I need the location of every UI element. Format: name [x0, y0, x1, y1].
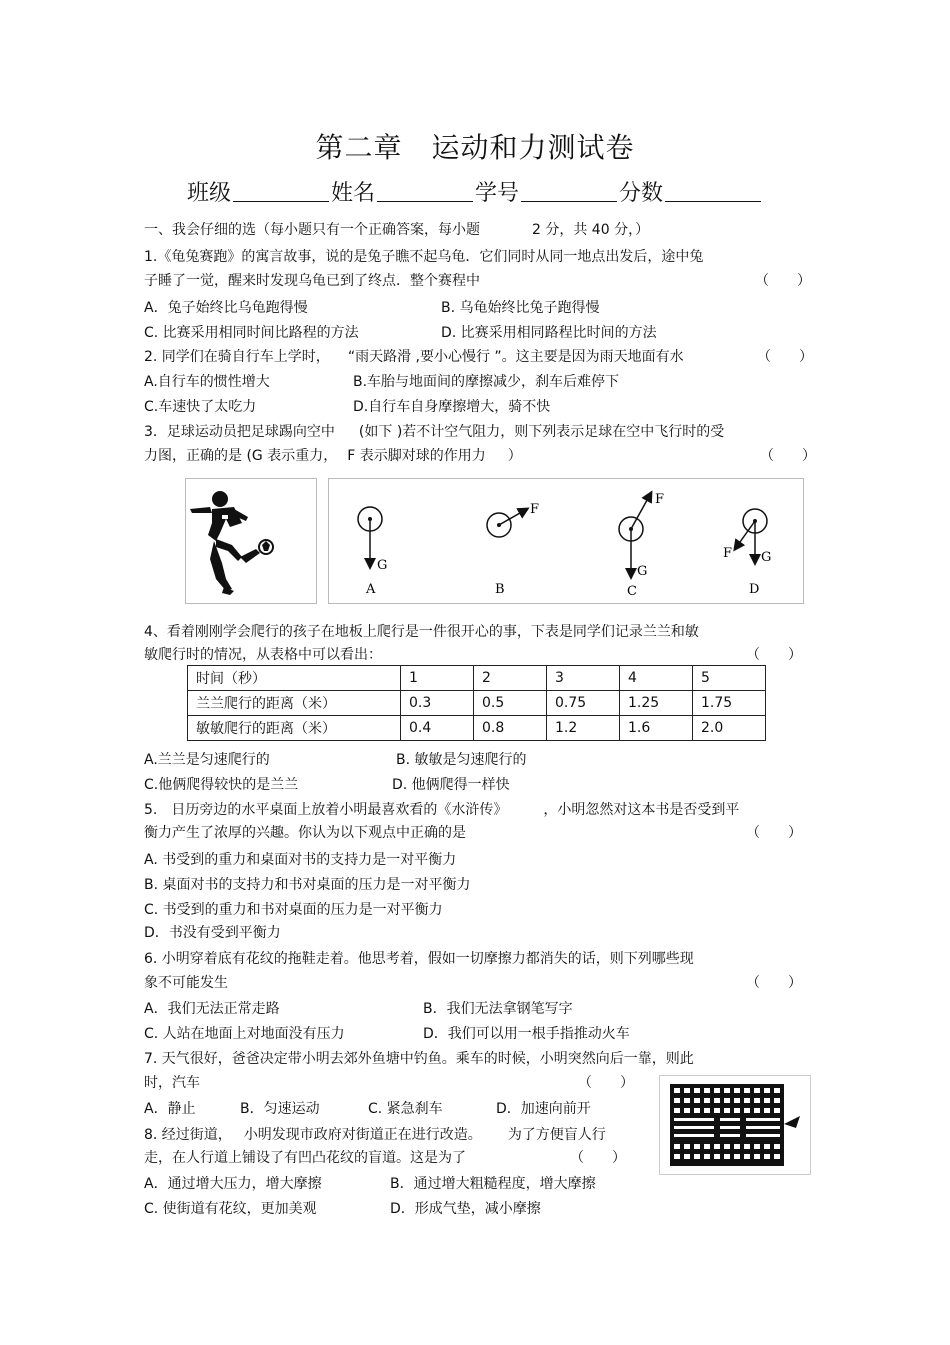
q5-answer-paren[interactable]: （ ）: [746, 825, 802, 841]
force-diagram-d[interactable]: [723, 509, 771, 597]
q2-option-c[interactable]: C.车速快了太吃力: [144, 399, 257, 415]
q4-answer-paren[interactable]: （ ）: [746, 647, 802, 663]
soccer-kicker-icon: [186, 479, 316, 603]
q1-option-c[interactable]: C. 比赛采用相同时间比路程的方法: [144, 325, 359, 341]
q8-option-c[interactable]: C. 使街道有花纹，更加美观: [144, 1201, 317, 1217]
class-blank[interactable]: [233, 179, 329, 202]
name-blank[interactable]: [377, 179, 473, 202]
q1-line2: 子睡了一觉，醒来时发现乌龟已到了终点．整个赛程中: [144, 273, 480, 289]
q6-option-b[interactable]: B．我们无法拿钢笔写字: [423, 1001, 573, 1017]
q7-line1: 7. 天气很好，爸爸决定带小明去郊外鱼塘中钓鱼。乘车的时候，小明突然向后一靠，则此: [144, 1051, 694, 1067]
score-blank[interactable]: [665, 179, 761, 202]
table-cell: 1.25: [620, 691, 693, 716]
table-cell: 0.8: [474, 716, 547, 741]
q3-answer-paren[interactable]: （ ）: [760, 448, 816, 464]
q6-line1: 6. 小明穿着底有花纹的拖鞋走着。他思考着，假如一切摩擦力都消失的话，则下列哪些现: [144, 951, 694, 967]
q2-option-d[interactable]: D.自行车自身摩擦增大，骑不快: [353, 399, 551, 415]
force-diagram-b[interactable]: [487, 502, 539, 597]
q7-option-b[interactable]: B．匀速运动: [240, 1101, 320, 1117]
q7-option-c[interactable]: C. 紧急刹车: [368, 1101, 443, 1117]
table-header-cell: 4: [620, 666, 693, 691]
table-cell: 0.3: [401, 691, 474, 716]
q4-option-c[interactable]: C.他俩爬得较快的是兰兰: [144, 777, 299, 793]
q2-option-a[interactable]: A.自行车的惯性增大: [144, 374, 270, 390]
diagram-label-d: D: [749, 582, 760, 597]
q1-option-a[interactable]: A．兔子始终比乌龟跑得慢: [144, 300, 308, 316]
q8-option-b[interactable]: B．通过增大粗糙程度，增大摩擦: [390, 1176, 596, 1192]
q7-answer-paren[interactable]: （ ）: [578, 1075, 634, 1091]
section-heading: 一、我会仔细的选（每小题只有一个正确答案，每小题 2 分，共 40 分，）: [144, 222, 650, 238]
force-label-f: F: [530, 502, 540, 517]
q1-answer-paren[interactable]: （ ）: [755, 273, 811, 289]
field-label-score: 分数: [619, 181, 664, 206]
page-title: 第二章 运动和力测试卷: [315, 131, 635, 164]
table-cell: 敏敏爬行的距离（米）: [188, 716, 401, 741]
table-header-cell: 3: [547, 666, 620, 691]
table-header-cell: 时间（秒）: [188, 666, 401, 691]
field-label-class: 班级: [186, 181, 231, 206]
table-cell: 2.0: [693, 716, 766, 741]
q8-option-d[interactable]: D．形成气垫，减小摩擦: [390, 1201, 541, 1217]
diagram-label-c: C: [627, 584, 637, 599]
table-cell: 兰兰爬行的距离（米）: [188, 691, 401, 716]
force-label-g: G: [761, 550, 772, 565]
table-header-cell: 5: [693, 666, 766, 691]
tactile-paving-icon: [660, 1076, 810, 1174]
student-id-blank[interactable]: [521, 179, 617, 202]
table-row: [188, 666, 766, 691]
field-label-name: 姓名: [330, 181, 375, 206]
q6-option-d[interactable]: D．我们可以用一根手指推动火车: [423, 1026, 630, 1042]
force-label-g: G: [637, 564, 648, 579]
force-label-g: G: [377, 558, 388, 573]
table-cell: 1.2: [547, 716, 620, 741]
q5-line2: 衡力产生了浓厚的兴趣。你认为以下观点中正确的是: [144, 825, 466, 841]
q1-line1: 1.《龟兔赛跑》的寓言故事，说的是兔子瞧不起乌龟．它们同时从同一地点出发后，途中兔: [144, 249, 704, 265]
table-row: [188, 691, 766, 716]
q7-option-a[interactable]: A．静止: [144, 1101, 196, 1117]
table-cell: 0.4: [401, 716, 474, 741]
q6-answer-paren[interactable]: （ ）: [746, 975, 802, 991]
q2-option-b[interactable]: B.车胎与地面间的摩擦减少，刹车后难停下: [353, 374, 620, 390]
q8-line1: 8. 经过街道， 小明发现市政府对街道正在进行改造。 为了方便盲人行: [144, 1127, 606, 1143]
q4-option-a[interactable]: A.兰兰是匀速爬行的: [144, 752, 270, 768]
q3-line2: 力图，正确的是 (G 表示重力， F 表示脚对球的作用力 ）: [144, 448, 522, 464]
q4-line2: 敏爬行时的情况，从表格中可以看出：: [144, 647, 382, 663]
q5-option-a[interactable]: A. 书受到的重力和桌面对书的支持力是一对平衡力: [144, 852, 457, 868]
force-diagrams-figure: [328, 478, 804, 604]
table-cell: 0.75: [547, 691, 620, 716]
q8-answer-paren[interactable]: （ ）: [570, 1150, 626, 1166]
q8-option-a[interactable]: A．通过增大压力，增大摩擦: [144, 1176, 322, 1192]
q6-option-c[interactable]: C. 人站在地面上对地面没有压力: [144, 1026, 345, 1042]
table-cell: 1.6: [620, 716, 693, 741]
force-diagram-a[interactable]: [358, 507, 387, 597]
table-cell: 0.5: [474, 691, 547, 716]
q6-line2: 象不可能发生: [144, 975, 228, 991]
q7-option-d[interactable]: D．加速向前开: [496, 1101, 591, 1117]
table-cell: 1.75: [693, 691, 766, 716]
q8-line2: 走，在人行道上铺设了有凹凸花纹的盲道。这是为了: [144, 1150, 466, 1166]
q1-option-d[interactable]: D. 比赛采用相同路程比时间的方法: [441, 325, 657, 341]
table-row: [188, 716, 766, 741]
q7-line2: 时，汽车: [144, 1075, 200, 1091]
q5-option-b[interactable]: B. 桌面对书的支持力和书对桌面的压力是一对平衡力: [144, 877, 471, 893]
force-label-f: F: [723, 546, 733, 561]
table-header-cell: 1: [401, 666, 474, 691]
diagram-label-a: A: [366, 582, 376, 597]
q4-option-b[interactable]: B. 敏敏是匀速爬行的: [396, 752, 527, 768]
table-header-cell: 2: [474, 666, 547, 691]
q2-line1: 2. 同学们在骑自行车上学时， “雨天路滑 ,要小心慢行 ”。这主要是因为雨天地面有水: [144, 349, 684, 365]
q6-option-a[interactable]: A．我们无法正常走路: [144, 1001, 280, 1017]
q2-answer-paren[interactable]: （ ）: [757, 349, 813, 365]
soccer-kicker-figure: [185, 478, 317, 604]
force-label-f: F: [655, 492, 665, 507]
tactile-paving-figure: [659, 1075, 811, 1175]
diagram-label-b: B: [495, 582, 505, 597]
q5-option-c[interactable]: C. 书受到的重力和书对桌面的压力是一对平衡力: [144, 902, 443, 918]
q5-option-d[interactable]: D．书没有受到平衡力: [144, 925, 281, 941]
student-info-line: [0, 176, 950, 207]
crawling-data-table: [187, 665, 766, 741]
q5-line1: 5. 日历旁边的水平桌面上放着小明最喜欢看的《水浒传》 ，小明忽然对这本书是否受到平: [144, 802, 740, 818]
force-diagram-c[interactable]: [619, 492, 664, 599]
q1-option-b[interactable]: B. 乌龟始终比兔子跑得慢: [441, 300, 600, 316]
force-diagrams: [329, 479, 803, 603]
field-label-id: 学号: [475, 181, 520, 206]
q4-option-d[interactable]: D. 他俩爬得一样快: [392, 777, 510, 793]
q4-line1: 4、看着刚刚学会爬行的孩子在地板上爬行是一件很开心的事，下表是同学们记录兰兰和敏: [144, 624, 699, 640]
q3-line1: 3．足球运动员把足球踢向空中 (如下 )若不计空气阻力，则下列表示足球在空中飞行时的受: [144, 424, 725, 440]
